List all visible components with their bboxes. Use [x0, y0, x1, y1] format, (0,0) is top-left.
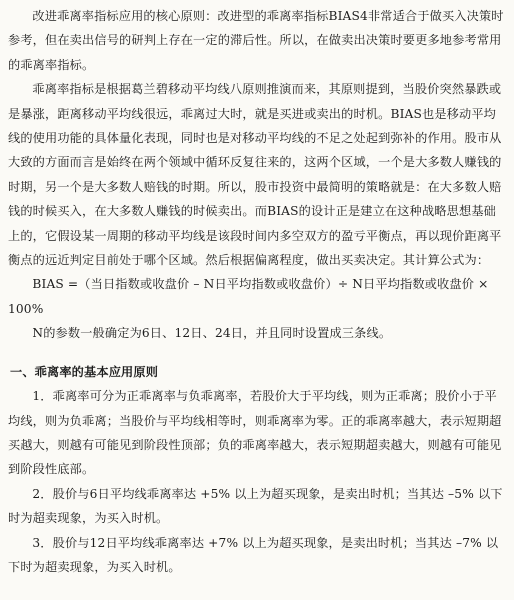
intro-paragraph: 改进乖离率指标应用的核心原则：改进型的乖离率指标BIAS4非常适合于做买入决策时参考，但在卖出信号的研判上存在一定的滞后性。所以，在做卖出决策时要更多地参考常用的乖离率指标。	[8, 9, 504, 72]
bias-formula: BIAS =（当日指数或收盘价 – N日平均指数或收盘价）÷ N日平均指数或收盘价 × 100%	[8, 277, 489, 316]
parameter-note: N的参数一般确定为6日、12日、24日，并且同时设置成三条线。	[32, 326, 392, 341]
section-spacer	[8, 346, 504, 360]
rule-paragraph-1: 1．乖离率可分为正乖离率与负乖离率，若股价大于平均线，则为正乖离；股价小于平均线，则为负乖离；当股价与平均线相等时，则乖离率为零。正的乖离率越大，表示短期超买越大，则越有可能见到阶段性顶部；负的乖离率越大，表示短期超卖越大，则越有可能见到阶段性底部。	[8, 389, 502, 477]
rule-paragraph-2: 2．股价与6日平均线乖离率达 +5% 以上为超买现象，是卖出时机；当其达 –5% 以下时为超卖现象，为买入时机。	[8, 486, 503, 526]
bias-explanation-paragraph: 乖离率指标是根据葛兰碧移动平均线八原则推演而来，其原则提到，当股价突然暴跌或是暴涨，距离移动平均线很远，乖离过大时，就是买进或卖出的时机。BIAS也是移动平均线的使用功能的具体量化表现，同时也是对移动平均线的不足之处起到弥补的作用。股市从大致的方面而言是始终在两个领域中循环反复往来的，这两个区域，一个是大多数人赚钱的时期，另一个是大多数人赔钱的时期。所以，股市投资中最简明的策略就是：在大多数人赔钱的时候买入，在大多数人赚钱的时候卖出。而BIAS的设计正是建立在这种战略思想基础上的，它假设某一周期的移动平均线是该段时间内多空双方的盈亏平衡点，再以现价距离平衡点的远近判定目前处于哪个区域。然后根据偏离程度，做出买卖决定。其计算公式为：	[8, 82, 502, 268]
section-heading: 一、乖离率的基本应用原则	[10, 364, 159, 379]
rule-paragraph-3: 3．股价与12日平均线乖离率达 +7% 以上为超买现象，是卖出时机；当其达 –7% 以下时为超卖现象，为买入时机。	[8, 535, 499, 574]
